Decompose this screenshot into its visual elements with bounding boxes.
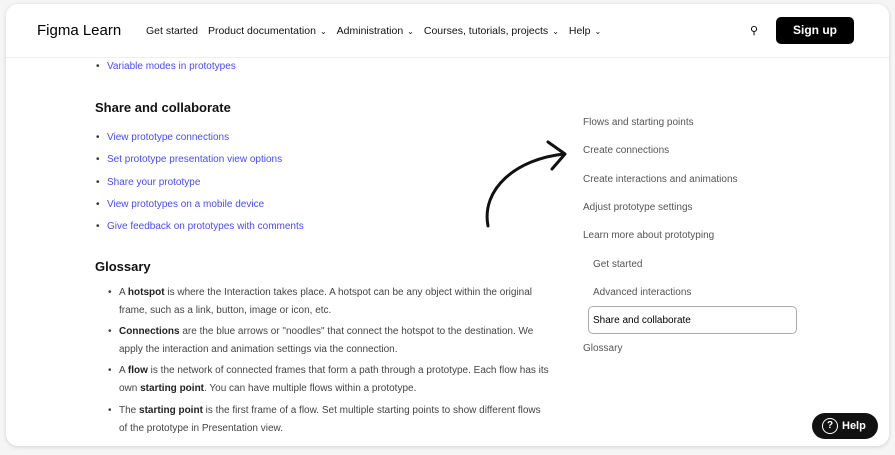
help-button[interactable] [812, 413, 878, 439]
share-link[interactable]: Share your prototype [107, 176, 201, 188]
list-item [107, 61, 236, 72]
top-nav [6, 4, 889, 58]
term: hotspot [127, 287, 165, 298]
text: The [119, 405, 140, 416]
glossary-item [119, 402, 549, 438]
sign-up-button[interactable]: Sign up [776, 17, 854, 44]
glossary-item [119, 362, 549, 398]
term: Connections [119, 326, 180, 337]
toc-item[interactable]: Create connections [583, 145, 670, 157]
text: is where the Interaction takes place. A hotspot can be any object within the original frame, such as a link, button, image or icon, etc. [119, 287, 533, 316]
toc-item[interactable]: Glossary [583, 343, 623, 355]
nav-item[interactable] [146, 25, 198, 37]
term: flow [127, 365, 148, 376]
nav-label: Courses, tutorials, projects [423, 25, 549, 37]
glossary-heading: Glossary [95, 259, 151, 274]
toc-item[interactable]: Adjust prototype settings [583, 201, 693, 213]
logo[interactable]: Figma Learn [37, 22, 122, 39]
nav-label: Administration [336, 25, 404, 37]
text: A [119, 365, 128, 376]
text: A [119, 287, 128, 298]
page-card [6, 4, 889, 446]
chevron-down-icon: ⌄ [407, 27, 414, 36]
nav-label: Get started [146, 25, 198, 37]
question-icon: ? [822, 418, 838, 434]
chevron-down-icon: ⌄ [319, 27, 327, 36]
section-heading: Share and collaborate [95, 100, 231, 115]
nav-item[interactable] [569, 25, 601, 37]
toc-item[interactable]: Learn more about prototyping [583, 230, 715, 242]
text: is the first frame of a flow. Set multiple starting points to show different flows of the prototype in Presentation view. [119, 405, 541, 434]
list-item [107, 177, 200, 188]
nav-label: Product documentation [207, 25, 316, 37]
nav-item[interactable] [208, 25, 327, 37]
glossary-item [119, 284, 549, 320]
share-link[interactable]: View prototypes on a mobile device [107, 198, 265, 210]
chevron-down-icon: ⌄ [552, 27, 559, 36]
list-item [107, 132, 229, 143]
text: is the network of connected frames that form a path through a prototype. Each flow has its own [119, 365, 549, 394]
search-icon[interactable]: ⚲ [750, 25, 759, 37]
nav-item[interactable] [337, 25, 414, 37]
list-item [107, 199, 264, 210]
toc-item[interactable]: Get started [593, 258, 643, 270]
share-link[interactable]: Give feedback on prototypes with comments [107, 221, 304, 233]
nav-label: Help [568, 25, 591, 37]
list-item [107, 154, 282, 165]
nav-item[interactable] [424, 25, 559, 37]
term: starting point [139, 405, 203, 416]
chevron-down-icon: ⌄ [594, 27, 602, 36]
glossary-item [119, 323, 549, 359]
term: starting point [140, 383, 205, 394]
share-link[interactable]: View prototype connections [107, 132, 230, 143]
toc-item[interactable]: Advanced interactions [593, 286, 692, 298]
nav-menu [146, 25, 601, 37]
text: . You can have multiple flows within a prototype. [204, 383, 417, 394]
list-item [107, 221, 304, 232]
help-label: Help [842, 420, 866, 432]
toc-item[interactable]: Flows and starting points [583, 117, 694, 128]
link[interactable]: Variable modes in prototypes [107, 61, 236, 72]
toc-item[interactable]: Share and collaborate [593, 315, 691, 327]
arrow-illustration [476, 134, 576, 234]
toc-item[interactable]: Create interactions and animations [583, 173, 738, 185]
share-link[interactable]: Set prototype presentation view options [107, 154, 283, 166]
text: are the blue arrows or "noodles" that connect the hotspot to the destination. We apply the interaction and animation settings via the connection. [119, 326, 534, 355]
